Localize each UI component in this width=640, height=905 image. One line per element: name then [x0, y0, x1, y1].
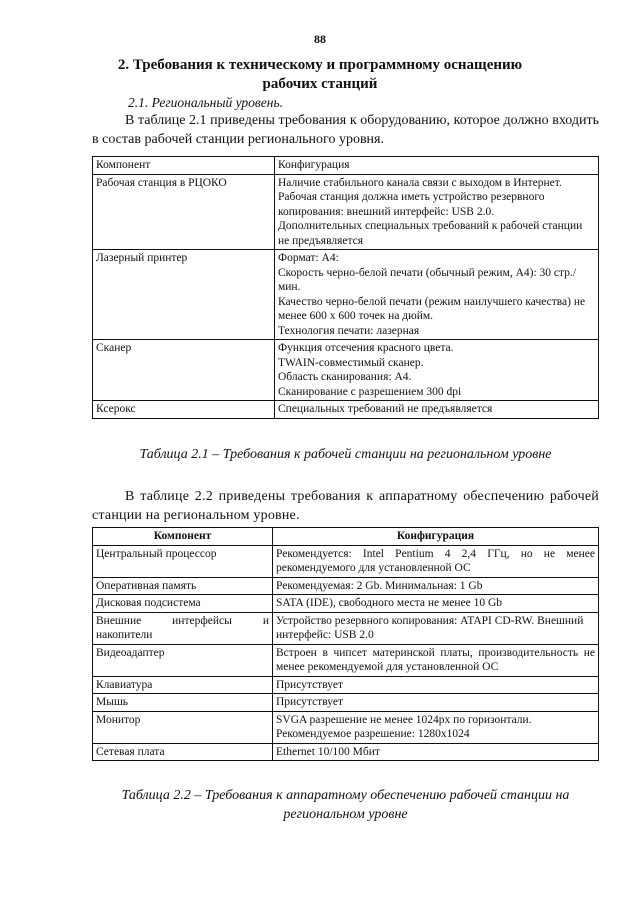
cell-configuration: [275, 340, 599, 401]
table-row: [93, 577, 599, 595]
table-body: [93, 545, 599, 761]
table-row: [93, 340, 599, 401]
intro-paragraph-1: В таблице 2.1 приведены требования к оборудованию, которое должно входить в состав рабочей станции регионального уровня.: [92, 113, 599, 147]
cell-component: Ксерокс: [93, 401, 275, 419]
table-caption-2: Таблица 2.2 – Требования к аппаратному обеспечению рабочей станции на региональном уровне: [121, 788, 570, 822]
header-component: Компонент: [93, 528, 273, 546]
cell-configuration: SATA (IDE), свободного места не менее 10 Gb: [273, 595, 599, 613]
configuration-line: Сканирование с разрешением 300 dpi: [278, 385, 462, 398]
table-hardware-requirements: [92, 527, 599, 761]
section-heading: 2. Требования к техническому и программному оснащению рабочих станций: [117, 57, 523, 92]
table-row: [93, 401, 599, 419]
cell-component: Рабочая станция в РЦОКО: [93, 174, 275, 250]
table-header-row: [93, 528, 599, 546]
cell-component: Видеоадаптер: [93, 644, 273, 676]
cell-configuration: SVGA разрешение не менее 1024px по горизонтали. Рекомендуемое разрешение: 1280x1024: [273, 711, 599, 743]
configuration-line: Дополнительных специальных требований к рабочей станции не предъявляется: [278, 220, 583, 247]
configuration-line: Скорость черно-белой печати (обычный режим, А4): 30 стр./мин.: [278, 266, 577, 293]
configuration-line: Функция отсечения красного цвета.: [278, 342, 454, 354]
configuration-line: Наличие стабильного канала связи с выходом в Интернет.: [278, 176, 562, 189]
cell-component: Внешние интерфейсы и накопители: [93, 612, 273, 644]
intro-paragraph-2: В таблице 2.2 приведены требования к аппаратному обеспечению рабочей станции на региональном уровне.: [92, 489, 599, 523]
header-configuration: Конфигурация: [275, 157, 599, 175]
cell-configuration: Присутствует: [273, 676, 599, 694]
table-row: [93, 545, 599, 577]
cell-configuration: Рекомендуется: Intel Pentium 4 2,4 ГГц, но не менее рекомендуемого для установленной ОС: [273, 545, 599, 577]
cell-configuration: Встроен в чипсет материнской платы, производительность не менее рекомендуемой для установленной ОС: [273, 644, 599, 676]
table-caption-1: Таблица 2.1 – Требования к рабочей станции на региональном уровне: [139, 447, 552, 462]
configuration-line: Специальных требований не предъявляется: [278, 403, 493, 415]
table-row: [93, 612, 599, 644]
cell-component: Клавиатура: [93, 676, 273, 694]
table-row: [93, 250, 599, 340]
cell-component: Дисковая подсистема: [93, 595, 273, 613]
cell-component: Центральный процессор: [93, 545, 273, 577]
cell-configuration: [275, 250, 599, 340]
cell-configuration: Присутствует: [273, 694, 599, 712]
page-number: 88: [314, 32, 326, 46]
header-configuration: Конфигурация: [273, 528, 599, 546]
table-row: [93, 595, 599, 613]
table-body: [93, 174, 599, 418]
cell-component: Мышь: [93, 694, 273, 712]
table-row: [93, 644, 599, 676]
cell-configuration: [275, 174, 599, 250]
subsection-heading: 2.1. Региональный уровень.: [128, 95, 283, 110]
cell-component: Сетевая плата: [93, 743, 273, 761]
table-row: [93, 694, 599, 712]
table-row: [93, 676, 599, 694]
configuration-line: Качество черно-белой печати (режим наилучшего качества) не менее 600 x 600 точек на дюйм.: [278, 295, 586, 322]
table-workstation-requirements: [92, 156, 599, 419]
table-row: [93, 711, 599, 743]
cell-configuration: Ethernet 10/100 Мбит: [273, 743, 599, 761]
configuration-line: Область сканирования: А4.: [278, 371, 412, 383]
header-component: Компонент: [93, 157, 275, 175]
configuration-line: Формат: А4:: [278, 252, 339, 264]
cell-component: Сканер: [93, 340, 275, 401]
configuration-line: Технология печати: лазерная: [278, 324, 420, 337]
configuration-line: Рабочая станция должна иметь устройство резервного копирования: внешний интерфейс: USB 2.0.: [278, 191, 545, 218]
cell-configuration: Устройство резервного копирования: ATAPI CD-RW. Внешний интерфейс: USB 2.0: [273, 612, 599, 644]
cell-configuration: Рекомендуемая: 2 Gb. Минимальная: 1 Gb: [273, 577, 599, 595]
cell-configuration: [275, 401, 599, 419]
table-row: [93, 743, 599, 761]
cell-component: Монитор: [93, 711, 273, 743]
cell-component: Оперативная память: [93, 577, 273, 595]
table-row: [93, 174, 599, 250]
cell-component: Лазерный принтер: [93, 250, 275, 340]
table-header-row: [93, 157, 599, 175]
configuration-line: TWAIN-совместимый сканер.: [278, 356, 424, 369]
